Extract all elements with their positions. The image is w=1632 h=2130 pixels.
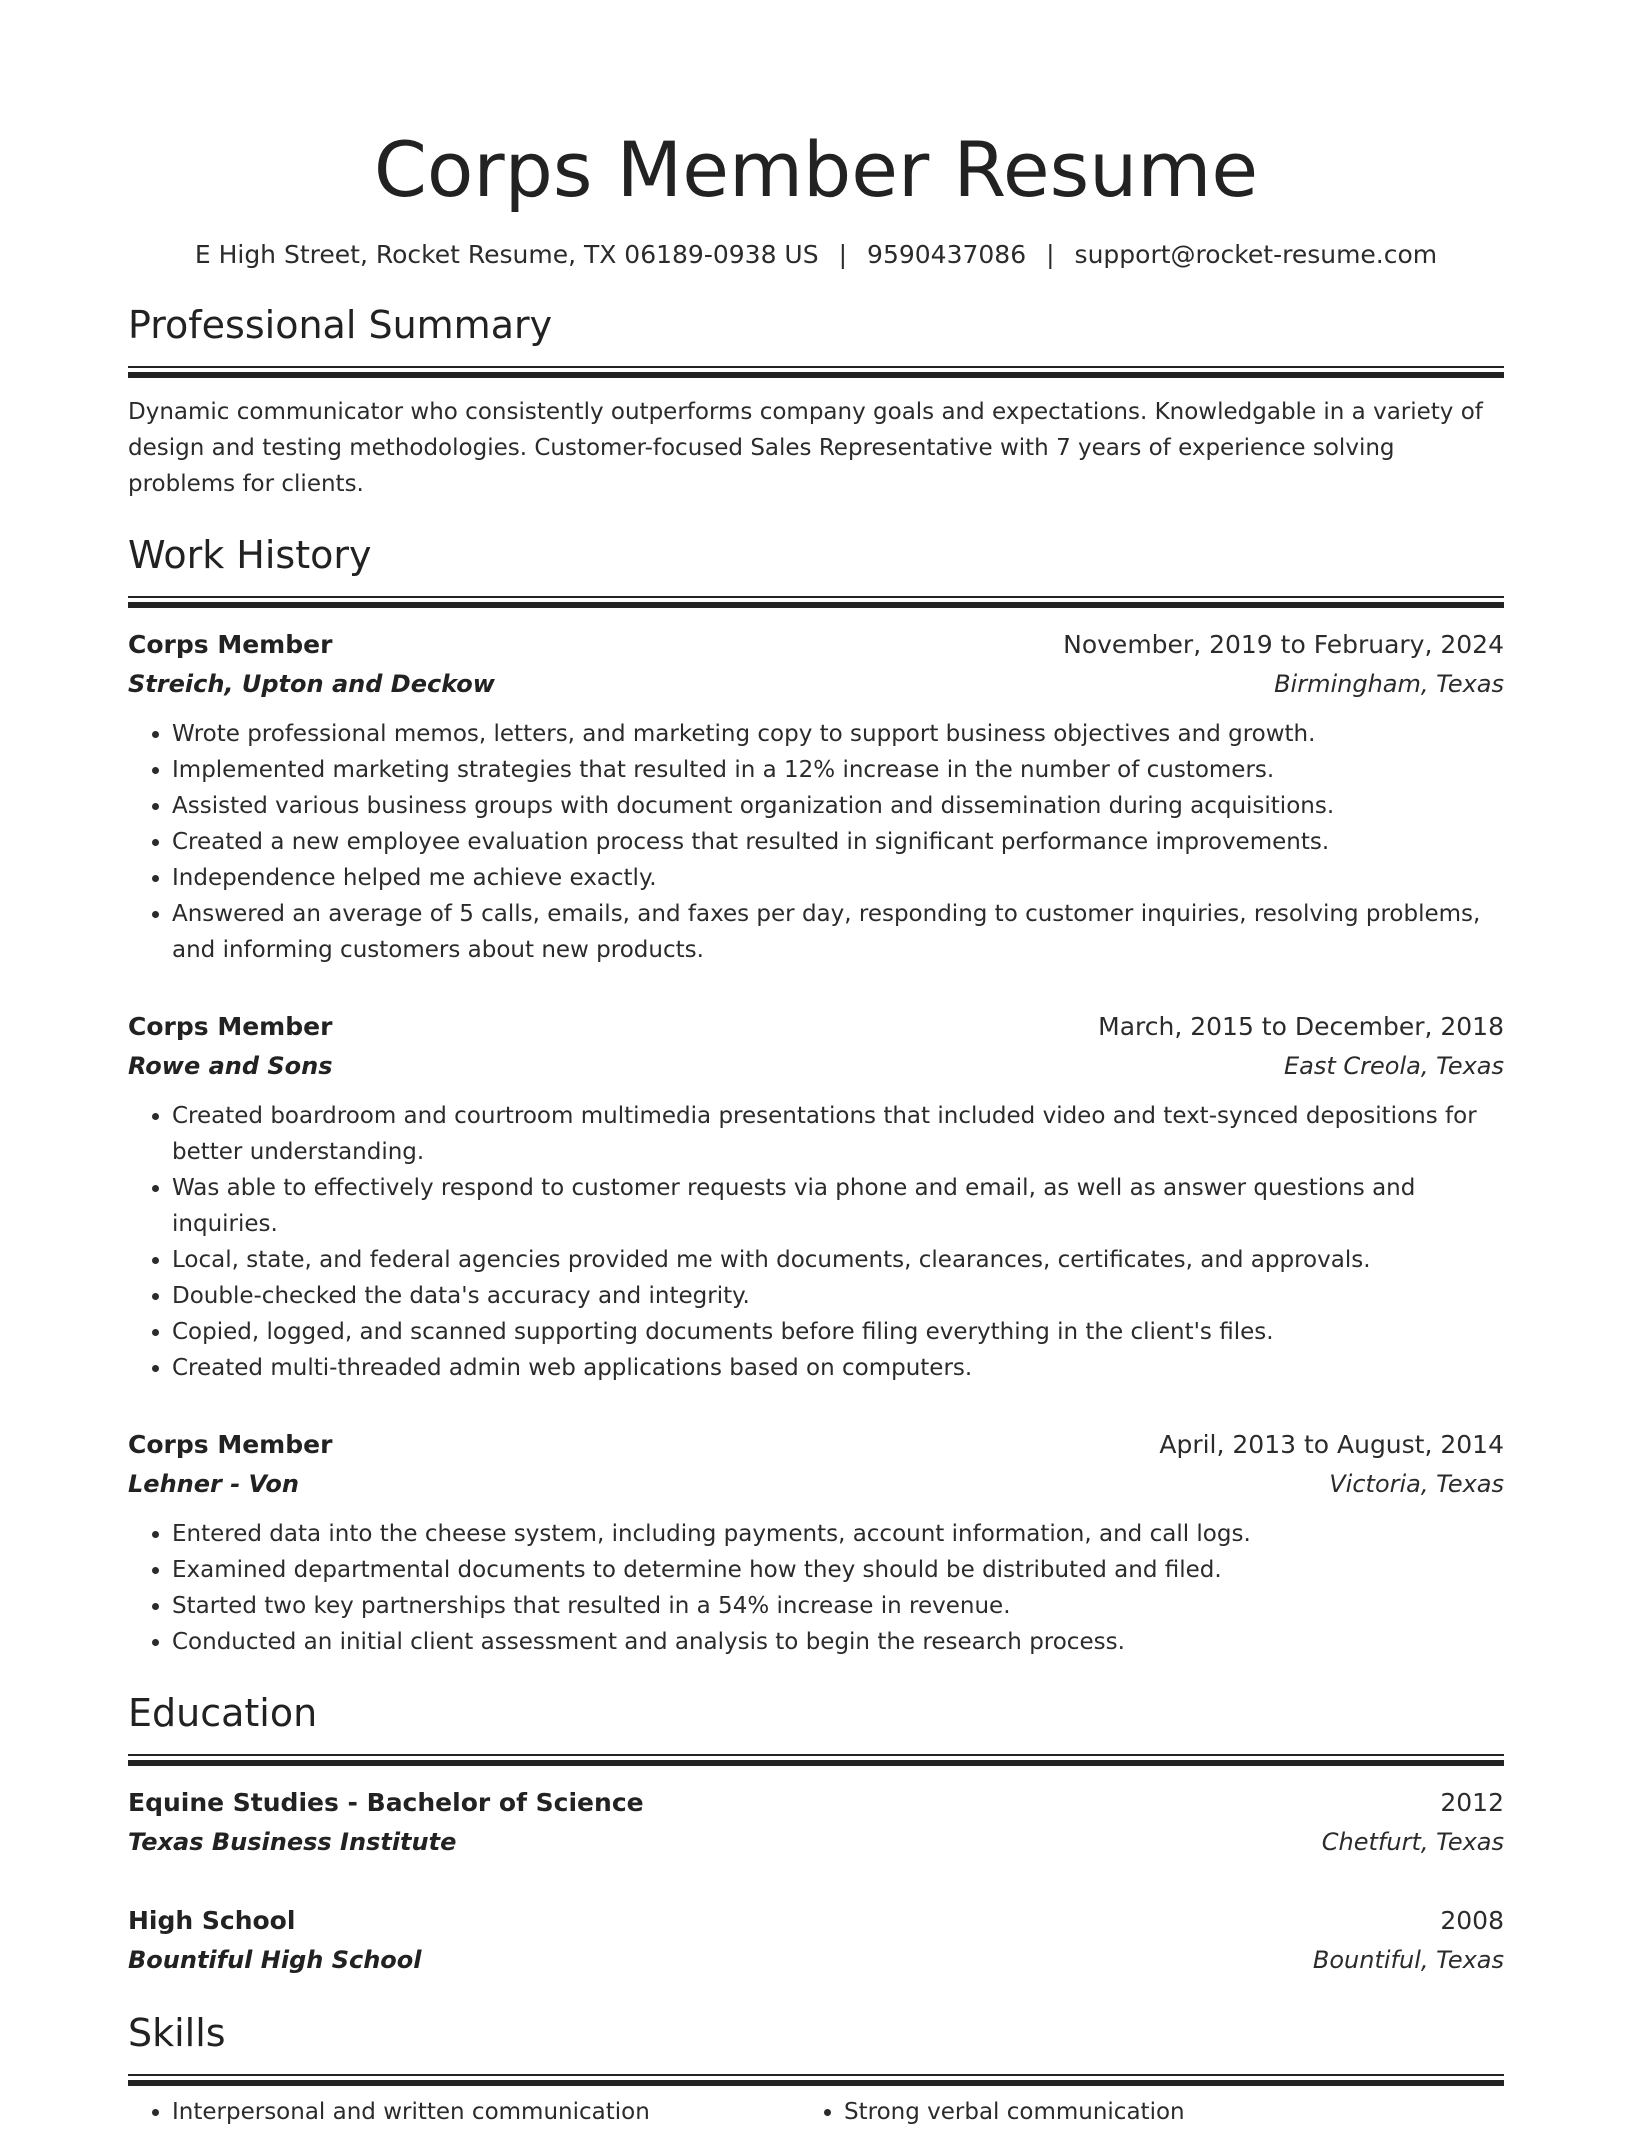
job-bullet: • Started two key partnerships that resulted in a 54% increase in revenue.	[172, 1588, 1504, 1624]
job-bullet: • Created boardroom and courtroom multimedia presentations that included video and text-synced depositions for better understanding.	[172, 1098, 1504, 1170]
education-degree: Equine Studies - Bachelor of Science	[128, 1788, 644, 1817]
education-school: Texas Business Institute	[128, 1828, 457, 1856]
education-location: Bountiful, Texas	[1312, 1946, 1504, 1974]
contact-line	[128, 238, 1504, 272]
job-bullet: • Created a new employee evaluation process that resulted in significant performance improvements.	[172, 824, 1504, 860]
education-section	[128, 1688, 1504, 1980]
job-bullets	[128, 1516, 1504, 1660]
job-bullet: • Wrote professional memos, letters, and marketing copy to support business objectives and growth.	[172, 716, 1504, 752]
education-entry	[128, 1784, 1504, 1862]
contact-email: support@rocket-resume.com	[1074, 240, 1438, 269]
skill-item: • Interpersonal and written communication	[172, 2094, 800, 2130]
job-entry	[128, 1008, 1504, 1386]
job-bullet: • Double-checked the data's accuracy and integrity.	[172, 1278, 1504, 1314]
job-bullet: • Implemented marketing strategies that resulted in a 12% increase in the number of customers.	[172, 752, 1504, 788]
resume-title: Corps Member Resume	[373, 125, 1259, 214]
job-bullet: • Assisted various business groups with document organization and dissemination during acquisitions.	[172, 788, 1504, 824]
contact-separator: |	[838, 240, 848, 269]
education-location: Chetfurt, Texas	[1321, 1828, 1504, 1856]
section-divider	[128, 1754, 1504, 1766]
job-bullet: • Examined departmental documents to determine how they should be distributed and filed.	[172, 1552, 1504, 1588]
job-bullet: • Local, state, and federal agencies provided me with documents, clearances, certificates, and approvals.	[172, 1242, 1504, 1278]
job-bullet: • Conducted an initial client assessment and analysis to begin the research process.	[172, 1624, 1504, 1660]
job-title: Corps Member	[128, 1012, 333, 1041]
education-degree: High School	[128, 1906, 296, 1935]
section-title-education: Education	[128, 1691, 318, 1735]
job-location: Victoria, Texas	[1329, 1470, 1504, 1498]
job-bullet: • Was able to effectively respond to customer requests via phone and email, as well as answer questions and inquiries.	[172, 1170, 1504, 1242]
work-history-section	[128, 530, 1504, 1660]
skills-left-column	[128, 2094, 800, 2130]
job-bullet: • Answered an average of 5 calls, emails, and faxes per day, responding to customer inquiries, resolving problems, and informing customers about new products.	[172, 896, 1504, 968]
job-bullet: • Entered data into the cheese system, including payments, account information, and call logs.	[172, 1516, 1504, 1552]
section-divider	[128, 596, 1504, 608]
education-year: 2008	[1440, 1906, 1504, 1935]
job-dates: November, 2019 to February, 2024	[1063, 630, 1504, 659]
section-title-skills: Skills	[128, 2011, 226, 2055]
education-year: 2012	[1440, 1788, 1504, 1817]
job-entry	[128, 626, 1504, 968]
job-company: Lehner - Von	[128, 1470, 299, 1498]
skill-item: • Strong verbal communication	[844, 2094, 1472, 2130]
job-bullet: • Copied, logged, and scanned supporting documents before filing everything in the client's files.	[172, 1314, 1504, 1350]
skills-right-column	[800, 2094, 1472, 2130]
job-dates: March, 2015 to December, 2018	[1098, 1012, 1504, 1041]
job-location: East Creola, Texas	[1284, 1052, 1504, 1080]
job-dates: April, 2013 to August, 2014	[1159, 1430, 1504, 1459]
section-title-work-history: Work History	[128, 533, 372, 577]
job-bullets	[128, 716, 1504, 968]
job-bullet: • Created multi-threaded admin web applications based on computers.	[172, 1350, 1504, 1386]
section-divider	[128, 366, 1504, 378]
job-entry	[128, 1426, 1504, 1660]
contact-address: E High Street, Rocket Resume, TX 06189-0938 US	[194, 240, 819, 269]
education-school: Bountiful High School	[128, 1946, 422, 1974]
job-company: Rowe and Sons	[128, 1052, 333, 1080]
job-title: Corps Member	[128, 1430, 333, 1459]
job-bullet: • Independence helped me achieve exactly.	[172, 860, 1504, 896]
summary-text: Dynamic communicator who consistently outperforms company goals and expectations. Knowledgable in a variety of design and testing methodologies. Customer-focused Sales Representative with 7 years of experience solving problems for clients.	[128, 399, 1483, 497]
education-entry	[128, 1902, 1504, 1980]
job-company: Streich, Upton and Deckow	[128, 670, 495, 698]
summary-section	[128, 300, 1504, 502]
section-title-summary: Professional Summary	[128, 303, 553, 347]
job-bullets	[128, 1098, 1504, 1386]
contact-separator: |	[1046, 240, 1055, 269]
job-location: Birmingham, Texas	[1274, 670, 1504, 698]
job-title: Corps Member	[128, 630, 333, 659]
contact-phone: 9590437086	[867, 240, 1027, 269]
skills-columns	[128, 2094, 1504, 2130]
section-divider	[128, 2074, 1504, 2086]
